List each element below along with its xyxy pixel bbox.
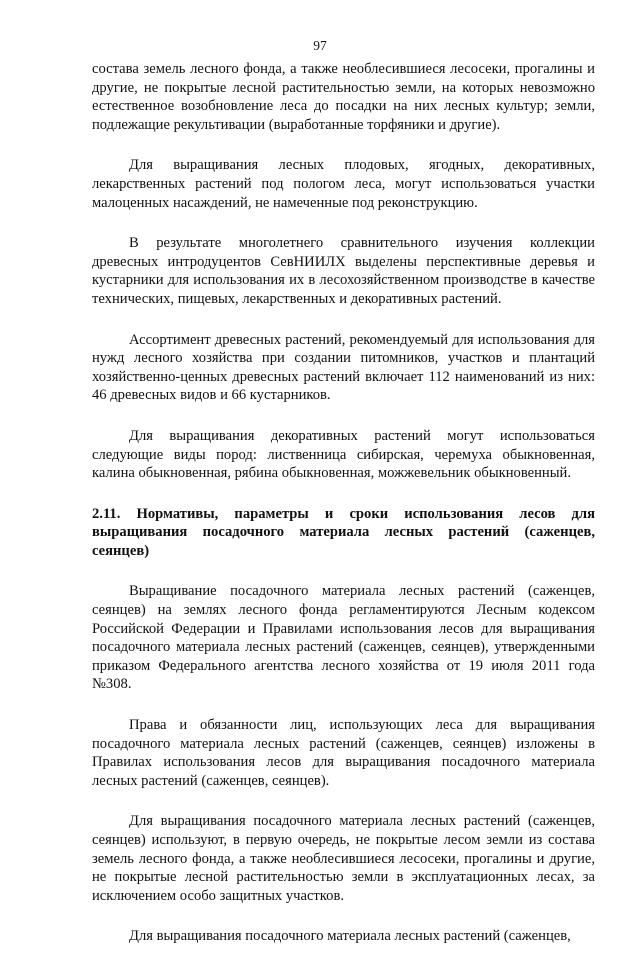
paragraph-land-use: Для выращивания посадочного материала лесных растений (саженцев, сеянцев) используют, в первую очередь, не покрытые лесом земли из состава земель лесного фонда, а также необлесившиеся лесосеки, прогалины и другие, не покрытые лесной растительностью земли в эксплуатационных лесах, за исключением особо защитных участков. bbox=[92, 813, 595, 904]
paragraph-rights-duties: Права и обязанности лиц, использующих леса для выращивания посадочного материала лесных растений (саженцев, сеянцев) изложены в Правилах использования лесов для выращивания посадочного материала лесных растений (саженцев, сеянцев). bbox=[92, 717, 595, 789]
page-number: 97 bbox=[313, 38, 327, 53]
paragraph-truncated: Для выращивания посадочного материала лесных растений (саженцев, bbox=[129, 928, 571, 945]
paragraph-introduced-species: В результате многолетнего сравнительного изучения коллекции древесных интродуцентов СевНИИЛХ выделены перспективные деревья и кустарники для использования их в лесохозяйственном производстве в качестве технических, пищевых, лекарственных и декоративных растений. bbox=[92, 235, 595, 307]
paragraph-fruit-plants: Для выращивания лесных плодовых, ягодных, декоративных, лекарственных растений под пологом леса, могут использоваться участки малоценных насаждений, не намеченные под реконструкцию. bbox=[92, 157, 595, 211]
paragraph-assortment: Ассортимент древесных растений, рекомендуемый для использования для нужд лесного хозяйства при создании питомников, участков и плантаций хозяйственно-ценных древесных растений включает 112 наименований из них: 46 древесных видов и 66 кустарников. bbox=[92, 331, 595, 404]
paragraph-regulation: Выращивание посадочного материала лесных растений (саженцев, сеянцев) на землях лесного фонда регламентируются Лесным кодексом Российской Федерации и Правилами использования лесов для выращивания посадочного материала лесных растений (саженцев, сеянцев), утвержденными приказом Федерального агентства лесного хозяйства от 19 июля 2011 года №308. bbox=[92, 583, 595, 693]
paragraph-continuation: состава земель лесного фонда, а также необлесившиеся лесосеки, прогалины и другие, не покрытые лесной растительностью земли, на которых невозможно естественное возобновление леса до посадки на них лесных культур; земли, подлежащие рекультивации (выработанные торфяники и другие). bbox=[92, 61, 595, 133]
document-body bbox=[92, 60, 595, 968]
section-heading: 2.11. Нормативы, параметры и сроки использования лесов для выращивания посадочного материала лесных растений (саженцев, сеянцев) bbox=[92, 505, 595, 559]
paragraph-decorative-species: Для выращивания декоративных растений могут использоваться следующие виды пород: лиственница сибирская, черемуха обыкновенная, калина обыкновенная, рябина обыкновенная, можжевельник обыкновенный. bbox=[92, 427, 595, 482]
